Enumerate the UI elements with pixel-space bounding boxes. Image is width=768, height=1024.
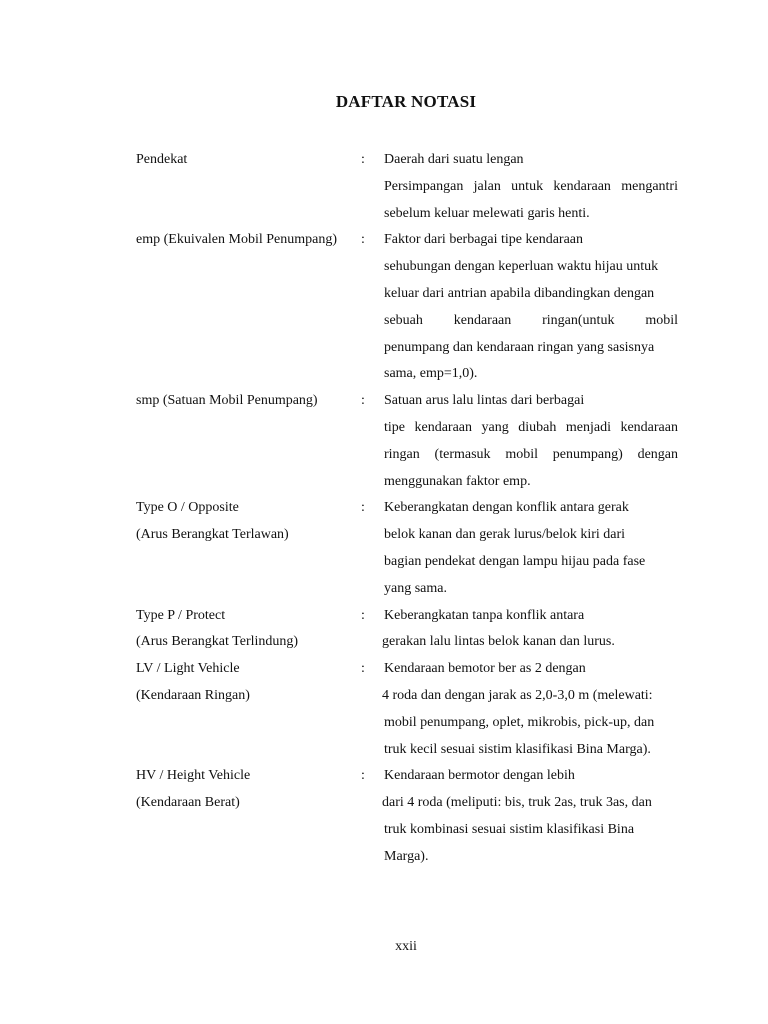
notation-definition-line: ringan (termasuk mobil penumpang) dengan — [384, 446, 678, 462]
notation-entry-lv — [136, 656, 678, 763]
notation-definition-line: sebuah kendaraan ringan(untuk mobil — [384, 312, 678, 328]
notation-definition-line: gerakan lalu lintas belok kanan dan lurus. — [382, 634, 615, 650]
notation-term-subtitle: (Arus Berangkat Terlindung) — [136, 634, 299, 650]
notation-term: Type P / Protect — [136, 607, 226, 623]
notation-entry-type-p — [136, 603, 678, 657]
notation-definition-line: truk kecil sesuai sistim klasifikasi Bina Marga). — [384, 741, 651, 757]
notation-definition-line: dari 4 roda (meliputi: bis, truk 2as, truk 3as, dan — [382, 795, 652, 811]
separator-colon: : — [361, 500, 365, 516]
notation-definition-line: Satuan arus lalu lintas dari berbagai — [384, 393, 585, 409]
notation-definition-line: truk kombinasi sesuai sistim klasifikasi Bina — [384, 821, 635, 837]
notation-list — [136, 147, 678, 871]
notation-entry-smp — [136, 388, 678, 495]
notation-term-subtitle: (Kendaraan Ringan) — [136, 687, 250, 703]
notation-definition-line: sama, emp=1,0). — [384, 366, 478, 382]
notation-definition-line: Keberangkatan tanpa konflik antara — [384, 607, 585, 623]
notation-entry-type-o — [136, 495, 678, 602]
notation-definition-line: tipe kendaraan yang diubah menjadi kendaraan — [384, 419, 678, 435]
notation-term: LV / Light Vehicle — [136, 661, 240, 677]
page-number: xxii — [395, 939, 417, 954]
notation-definition-line: menggunakan faktor emp. — [384, 473, 531, 489]
notation-definition-line: mobil penumpang, oplet, mikrobis, pick-up, dan — [384, 714, 655, 730]
separator-colon: : — [361, 661, 365, 677]
notation-term: Pendekat — [136, 152, 188, 167]
notation-definition-line: Keberangkatan dengan konflik antara gerak — [384, 500, 629, 516]
notation-definition-line: 4 roda dan dengan jarak as 2,0-3,0 m (melewati: — [382, 687, 653, 703]
notation-definition-line: penumpang dan kendaraan ringan yang sasisnya — [384, 339, 655, 355]
notation-definition-line: keluar dari antrian apabila dibandingkan dengan — [384, 285, 655, 301]
notation-definition-line: belok kanan dan gerak lurus/belok kiri dari — [384, 527, 626, 543]
page-title: DAFTAR NOTASI — [335, 92, 477, 111]
notation-definition-line: Marga). — [384, 848, 429, 864]
notation-definition-line: sehubungan dengan keperluan waktu hijau untuk — [384, 259, 659, 275]
notation-entry-emp — [136, 227, 678, 388]
notation-definition-line: yang sama. — [384, 580, 447, 596]
notation-term-subtitle: (Arus Berangkat Terlawan) — [136, 527, 289, 543]
notation-term: smp (Satuan Mobil Penumpang) — [136, 393, 318, 409]
separator-colon: : — [361, 768, 365, 784]
notation-term: emp (Ekuivalen Mobil Penumpang) — [136, 232, 338, 248]
notation-definition-line: Persimpangan jalan untuk kendaraan mengantri — [384, 178, 678, 194]
notation-definition-line: bagian pendekat dengan lampu hijau pada fase — [384, 553, 646, 569]
notation-definition-line: sebelum keluar melewati garis henti. — [384, 205, 590, 221]
notation-definition-line: Kendaraan bermotor dengan lebih — [384, 768, 575, 784]
notation-entry-pendekat — [136, 147, 678, 227]
notation-term: HV / Height Vehicle — [136, 768, 251, 784]
separator-colon: : — [361, 152, 365, 167]
notation-term-subtitle: (Kendaraan Berat) — [136, 795, 240, 811]
notation-definition-line: Daerah dari suatu lengan — [384, 152, 524, 167]
notation-definition-line: Faktor dari berbagai tipe kendaraan — [384, 232, 584, 248]
notation-entry-hv — [136, 763, 678, 870]
notation-term: Type O / Opposite — [136, 500, 239, 516]
separator-colon: : — [361, 232, 365, 248]
separator-colon: : — [361, 393, 365, 409]
notation-definition-line: Kendaraan bemotor ber as 2 dengan — [384, 661, 586, 677]
separator-colon: : — [361, 607, 365, 623]
